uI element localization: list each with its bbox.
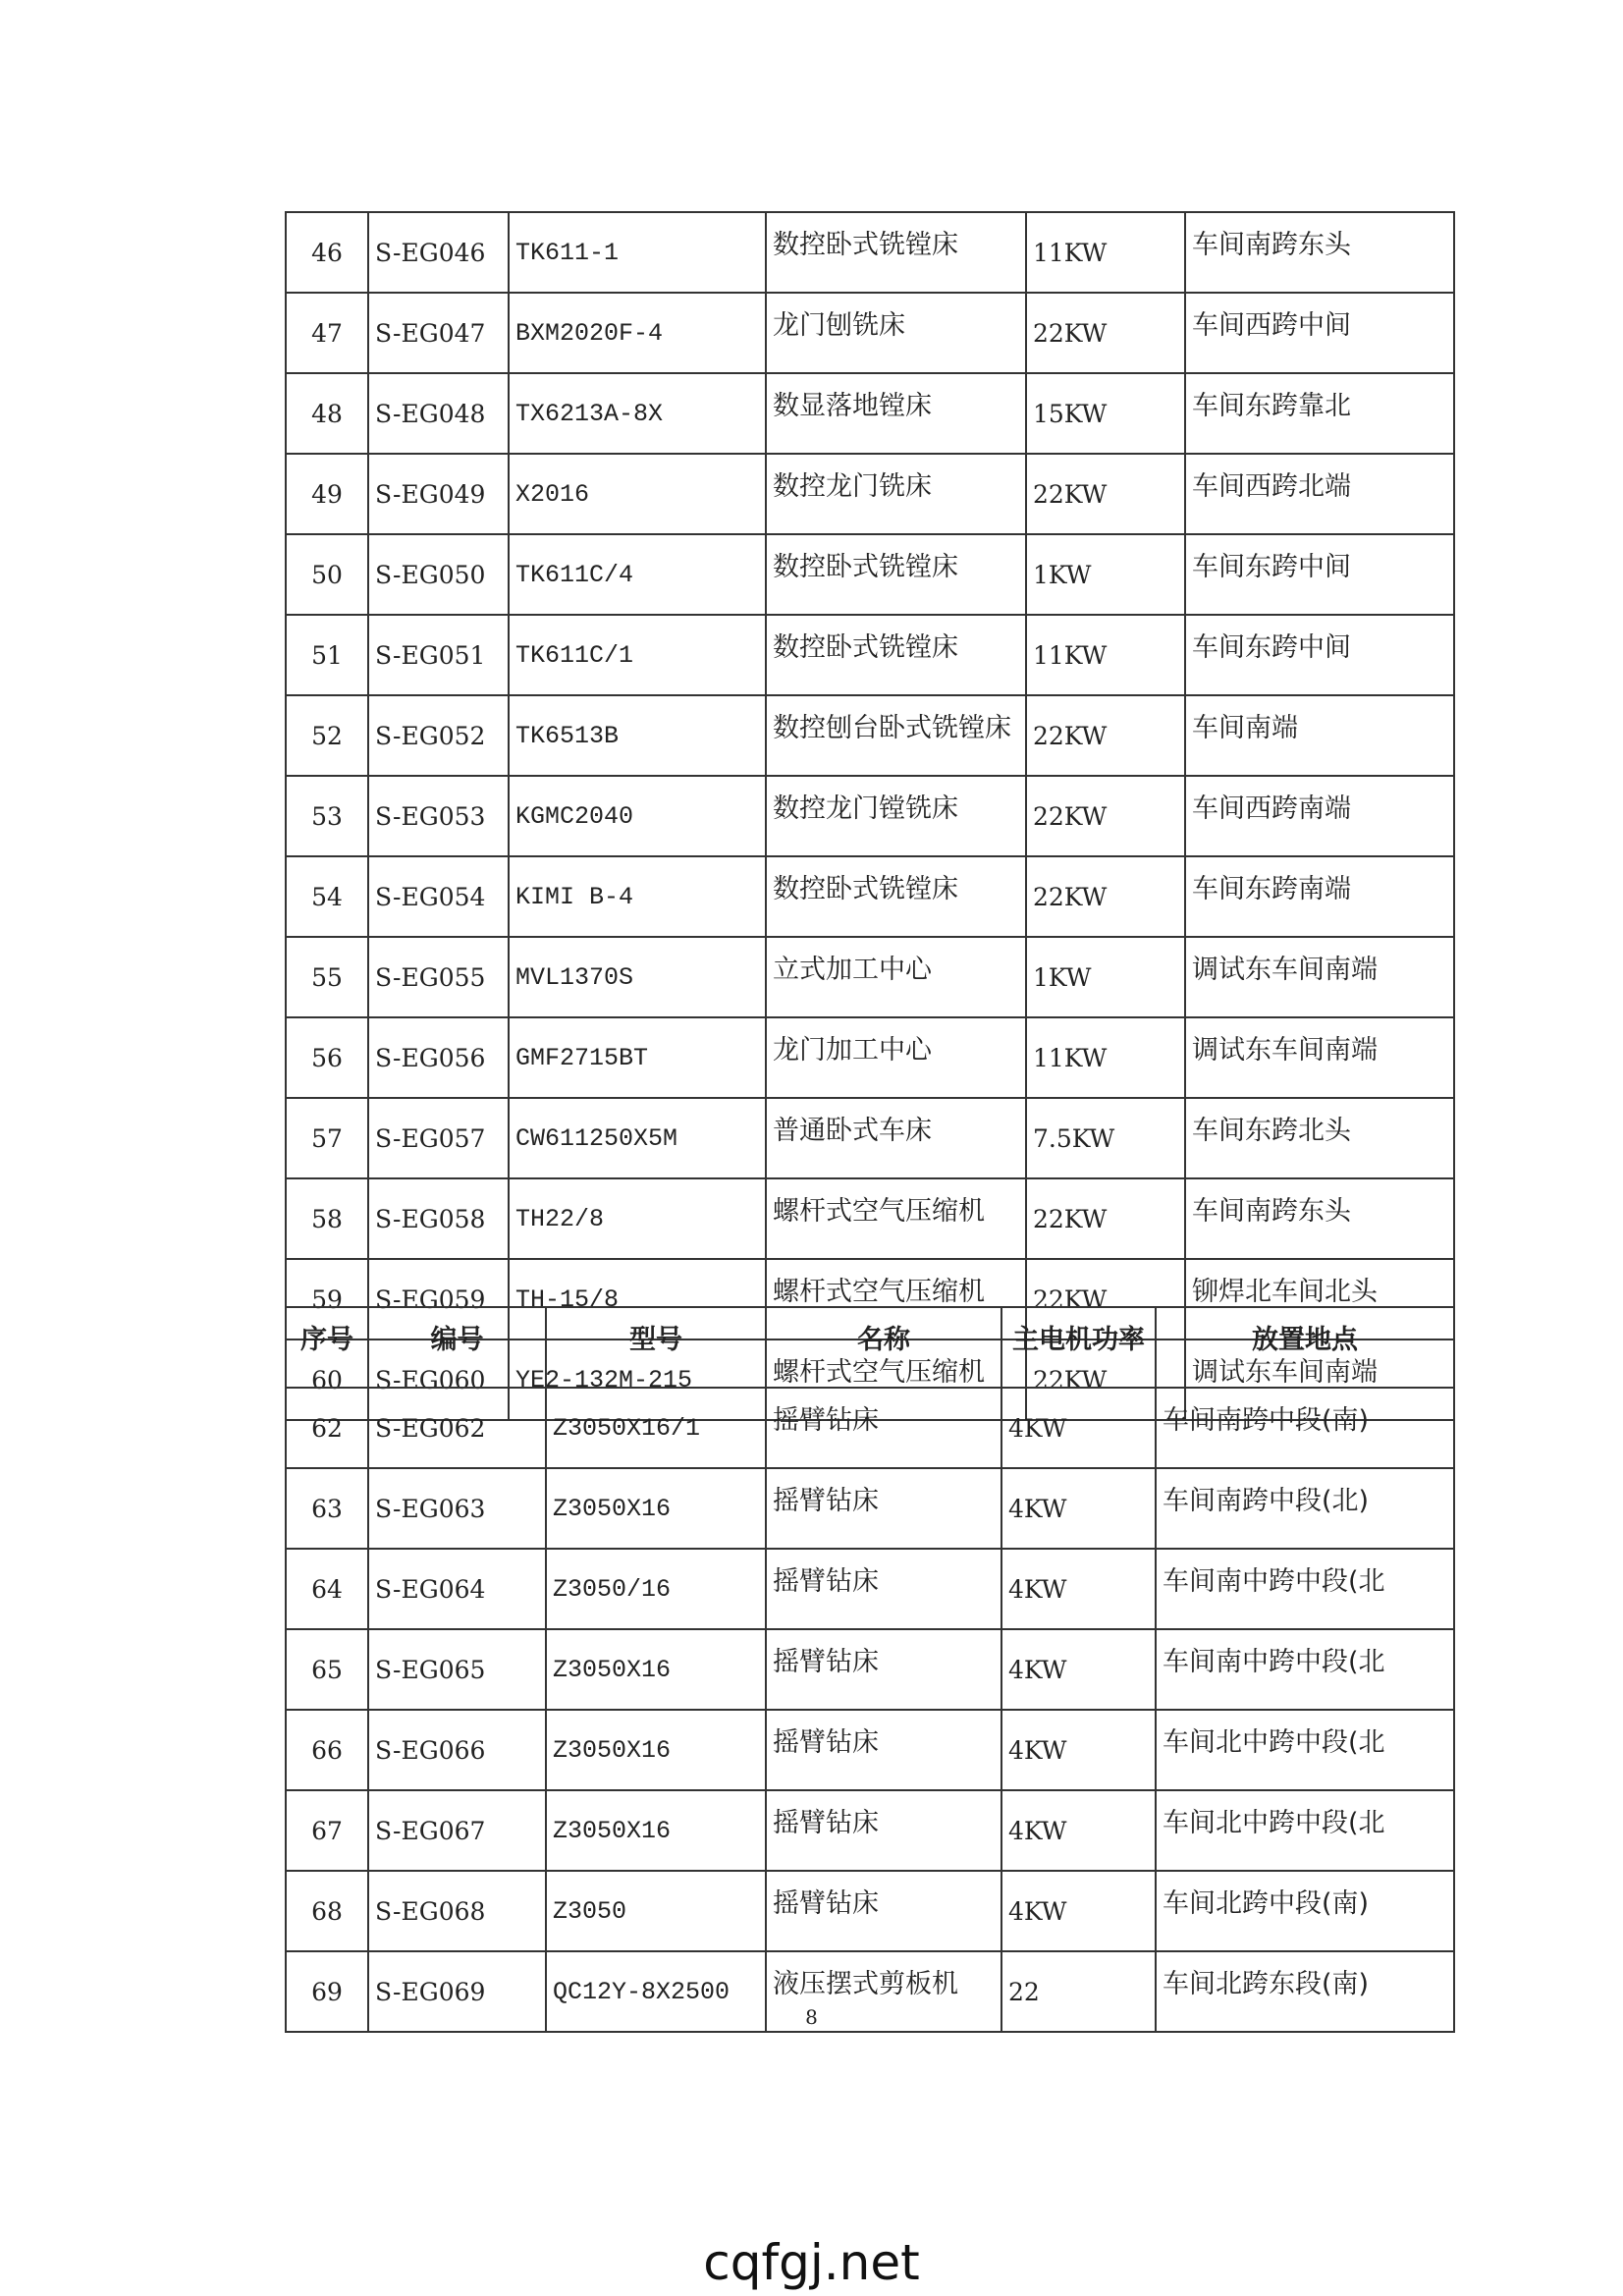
table-row xyxy=(286,534,1454,615)
cell-code: S-EG063 xyxy=(368,1468,546,1549)
cell-code: S-EG046 xyxy=(368,212,509,293)
cell-power: 22 xyxy=(1001,1951,1156,2032)
table-row xyxy=(286,856,1454,937)
equipment-table-bottom xyxy=(285,1306,1455,2033)
cell-code: S-EG050 xyxy=(368,534,509,615)
cell-model: Z3050/16 xyxy=(546,1549,766,1629)
cell-power: 22KW xyxy=(1026,454,1185,534)
cell-name: 数显落地镗床 xyxy=(766,373,1026,454)
cell-location: 铆焊北车间北头 xyxy=(1185,1259,1454,1339)
header-code: 编号 xyxy=(368,1307,546,1388)
table-header-row xyxy=(286,1307,1454,1388)
cell-location: 车间北跨中段(南) xyxy=(1156,1871,1454,1951)
cell-name: 龙门刨铣床 xyxy=(766,293,1026,373)
equipment-table-top-body xyxy=(286,212,1454,1420)
cell-model: TK611C/4 xyxy=(509,534,766,615)
cell-location: 车间南跨东头 xyxy=(1185,1178,1454,1259)
page-number: 8 xyxy=(805,2005,818,2029)
cell-no: 59 xyxy=(286,1259,368,1339)
cell-code: S-EG067 xyxy=(368,1790,546,1871)
table-row xyxy=(286,1790,1454,1871)
header-location: 放置地点 xyxy=(1156,1307,1454,1388)
cell-power: 22KW xyxy=(1026,1339,1185,1420)
cell-no: 50 xyxy=(286,534,368,615)
cell-model: QC12Y-8X2500 xyxy=(546,1951,766,2032)
cell-location: 车间东跨中间 xyxy=(1185,615,1454,695)
cell-no: 48 xyxy=(286,373,368,454)
cell-name: 数控卧式铣镗床 xyxy=(766,856,1026,937)
table-row xyxy=(286,1549,1454,1629)
cell-no: 62 xyxy=(286,1388,368,1468)
cell-model: Z3050X16 xyxy=(546,1468,766,1549)
cell-location: 车间北跨东段(南) xyxy=(1156,1951,1454,2032)
equipment-table-bottom-body xyxy=(286,1307,1454,2032)
cell-code: S-EG056 xyxy=(368,1017,509,1098)
cell-location: 车间南跨东头 xyxy=(1185,212,1454,293)
cell-power: 11KW xyxy=(1026,212,1185,293)
cell-power: 22KW xyxy=(1026,1259,1185,1339)
cell-model: TH22/8 xyxy=(509,1178,766,1259)
cell-location: 车间南端 xyxy=(1185,695,1454,776)
cell-name: 摇臂钻床 xyxy=(766,1871,1001,1951)
header-power: 主电机功率 xyxy=(1001,1307,1156,1388)
cell-power: 4KW xyxy=(1001,1468,1156,1549)
cell-model: Z3050X16/1 xyxy=(546,1388,766,1468)
cell-location: 调试东车间南端 xyxy=(1185,1339,1454,1420)
header-no: 序号 xyxy=(286,1307,368,1388)
cell-name: 摇臂钻床 xyxy=(766,1710,1001,1790)
cell-location: 车间南跨中段(北) xyxy=(1156,1468,1454,1549)
cell-name: 摇臂钻床 xyxy=(766,1468,1001,1549)
cell-code: S-EG065 xyxy=(368,1629,546,1710)
table-row xyxy=(286,373,1454,454)
cell-power: 4KW xyxy=(1001,1629,1156,1710)
cell-no: 57 xyxy=(286,1098,368,1178)
table-row xyxy=(286,615,1454,695)
cell-location: 车间东跨北头 xyxy=(1185,1098,1454,1178)
cell-code: S-EG048 xyxy=(368,373,509,454)
header-name: 名称 xyxy=(766,1307,1001,1388)
cell-power: 4KW xyxy=(1001,1710,1156,1790)
table-row xyxy=(286,1017,1454,1098)
cell-name: 数控刨台卧式铣镗床 xyxy=(766,695,1026,776)
cell-model: GMF2715BT xyxy=(509,1017,766,1098)
cell-code: S-EG047 xyxy=(368,293,509,373)
cell-power: 11KW xyxy=(1026,615,1185,695)
cell-location: 车间南中跨中段(北 xyxy=(1156,1549,1454,1629)
cell-code: S-EG064 xyxy=(368,1549,546,1629)
cell-model: Z3050X16 xyxy=(546,1790,766,1871)
table-row xyxy=(286,1388,1454,1468)
cell-location: 车间南中跨中段(北 xyxy=(1156,1629,1454,1710)
cell-no: 69 xyxy=(286,1951,368,2032)
cell-code: S-EG058 xyxy=(368,1178,509,1259)
table-row xyxy=(286,454,1454,534)
table-row xyxy=(286,1710,1454,1790)
cell-model: TK611-1 xyxy=(509,212,766,293)
cell-power: 1KW xyxy=(1026,937,1185,1017)
cell-code: S-EG059 xyxy=(368,1259,509,1339)
cell-name: 液压摆式剪板机 xyxy=(766,1951,1001,2032)
cell-code: S-EG057 xyxy=(368,1098,509,1178)
cell-location: 调试东车间南端 xyxy=(1185,937,1454,1017)
cell-location: 车间北中跨中段(北 xyxy=(1156,1790,1454,1871)
cell-model: KGMC2040 xyxy=(509,776,766,856)
cell-name: 普通卧式车床 xyxy=(766,1098,1026,1178)
cell-no: 49 xyxy=(286,454,368,534)
cell-name: 数控卧式铣镗床 xyxy=(766,615,1026,695)
cell-name: 摇臂钻床 xyxy=(766,1549,1001,1629)
site-watermark: cqfgj.net xyxy=(703,2234,920,2291)
cell-no: 56 xyxy=(286,1017,368,1098)
table-row xyxy=(286,1871,1454,1951)
cell-model: CW611250X5M xyxy=(509,1098,766,1178)
cell-power: 4KW xyxy=(1001,1871,1156,1951)
cell-code: S-EG068 xyxy=(368,1871,546,1951)
table-row xyxy=(286,293,1454,373)
cell-location: 车间西跨北端 xyxy=(1185,454,1454,534)
cell-no: 46 xyxy=(286,212,368,293)
table-row xyxy=(286,212,1454,293)
table-row xyxy=(286,1098,1454,1178)
equipment-table-top xyxy=(285,211,1455,1421)
cell-name: 龙门加工中心 xyxy=(766,1017,1026,1098)
cell-model: Z3050X16 xyxy=(546,1629,766,1710)
cell-code: S-EG051 xyxy=(368,615,509,695)
cell-no: 52 xyxy=(286,695,368,776)
cell-name: 立式加工中心 xyxy=(766,937,1026,1017)
cell-power: 22KW xyxy=(1026,1178,1185,1259)
cell-power: 15KW xyxy=(1026,373,1185,454)
cell-model: BXM2020F-4 xyxy=(509,293,766,373)
cell-no: 53 xyxy=(286,776,368,856)
cell-name: 摇臂钻床 xyxy=(766,1388,1001,1468)
cell-name: 数控龙门镗铣床 xyxy=(766,776,1026,856)
cell-no: 58 xyxy=(286,1178,368,1259)
cell-code: S-EG066 xyxy=(368,1710,546,1790)
cell-power: 22KW xyxy=(1026,776,1185,856)
cell-power: 22KW xyxy=(1026,856,1185,937)
cell-code: S-EG055 xyxy=(368,937,509,1017)
cell-power: 7.5KW xyxy=(1026,1098,1185,1178)
cell-no: 66 xyxy=(286,1710,368,1790)
cell-power: 11KW xyxy=(1026,1017,1185,1098)
cell-name: 数控龙门铣床 xyxy=(766,454,1026,534)
cell-code: S-EG053 xyxy=(368,776,509,856)
table-row xyxy=(286,1178,1454,1259)
cell-code: S-EG052 xyxy=(368,695,509,776)
cell-name: 数控卧式铣镗床 xyxy=(766,534,1026,615)
header-model: 型号 xyxy=(546,1307,766,1388)
table-row xyxy=(286,695,1454,776)
cell-model: TX6213A-8X xyxy=(509,373,766,454)
cell-name: 摇臂钻床 xyxy=(766,1629,1001,1710)
cell-no: 51 xyxy=(286,615,368,695)
cell-power: 4KW xyxy=(1001,1388,1156,1468)
cell-code: S-EG060 xyxy=(368,1339,509,1420)
cell-model: KIMI B-4 xyxy=(509,856,766,937)
cell-code: S-EG049 xyxy=(368,454,509,534)
cell-power: 1KW xyxy=(1026,534,1185,615)
cell-no: 67 xyxy=(286,1790,368,1871)
cell-location: 车间西跨中间 xyxy=(1185,293,1454,373)
cell-power: 4KW xyxy=(1001,1790,1156,1871)
table-row xyxy=(286,1629,1454,1710)
cell-model: Z3050X16 xyxy=(546,1710,766,1790)
cell-name: 数控卧式铣镗床 xyxy=(766,212,1026,293)
cell-location: 车间东跨中间 xyxy=(1185,534,1454,615)
cell-model: Z3050 xyxy=(546,1871,766,1951)
cell-code: S-EG069 xyxy=(368,1951,546,2032)
table-row xyxy=(286,776,1454,856)
cell-no: 60 xyxy=(286,1339,368,1420)
cell-no: 54 xyxy=(286,856,368,937)
cell-model: YE2-132M-215 xyxy=(509,1339,766,1420)
cell-no: 63 xyxy=(286,1468,368,1549)
cell-power: 22KW xyxy=(1026,293,1185,373)
cell-location: 车间南跨中段(南) xyxy=(1156,1388,1454,1468)
cell-no: 64 xyxy=(286,1549,368,1629)
cell-location: 车间东跨靠北 xyxy=(1185,373,1454,454)
cell-model: TK611C/1 xyxy=(509,615,766,695)
cell-code: S-EG062 xyxy=(368,1388,546,1468)
cell-name: 螺杆式空气压缩机 xyxy=(766,1259,1026,1339)
cell-no: 65 xyxy=(286,1629,368,1710)
cell-location: 车间东跨南端 xyxy=(1185,856,1454,937)
cell-location: 调试东车间南端 xyxy=(1185,1017,1454,1098)
cell-model: MVL1370S xyxy=(509,937,766,1017)
table-row xyxy=(286,1468,1454,1549)
cell-model: X2016 xyxy=(509,454,766,534)
cell-name: 螺杆式空气压缩机 xyxy=(766,1178,1026,1259)
cell-location: 车间西跨南端 xyxy=(1185,776,1454,856)
cell-power: 4KW xyxy=(1001,1549,1156,1629)
cell-model: TH-15/8 xyxy=(509,1259,766,1339)
cell-name: 螺杆式空气压缩机 xyxy=(766,1339,1026,1420)
table-row xyxy=(286,937,1454,1017)
cell-no: 47 xyxy=(286,293,368,373)
cell-code: S-EG054 xyxy=(368,856,509,937)
cell-power: 22KW xyxy=(1026,695,1185,776)
cell-name: 摇臂钻床 xyxy=(766,1790,1001,1871)
cell-no: 55 xyxy=(286,937,368,1017)
cell-location: 车间北中跨中段(北 xyxy=(1156,1710,1454,1790)
cell-model: TK6513B xyxy=(509,695,766,776)
cell-no: 68 xyxy=(286,1871,368,1951)
